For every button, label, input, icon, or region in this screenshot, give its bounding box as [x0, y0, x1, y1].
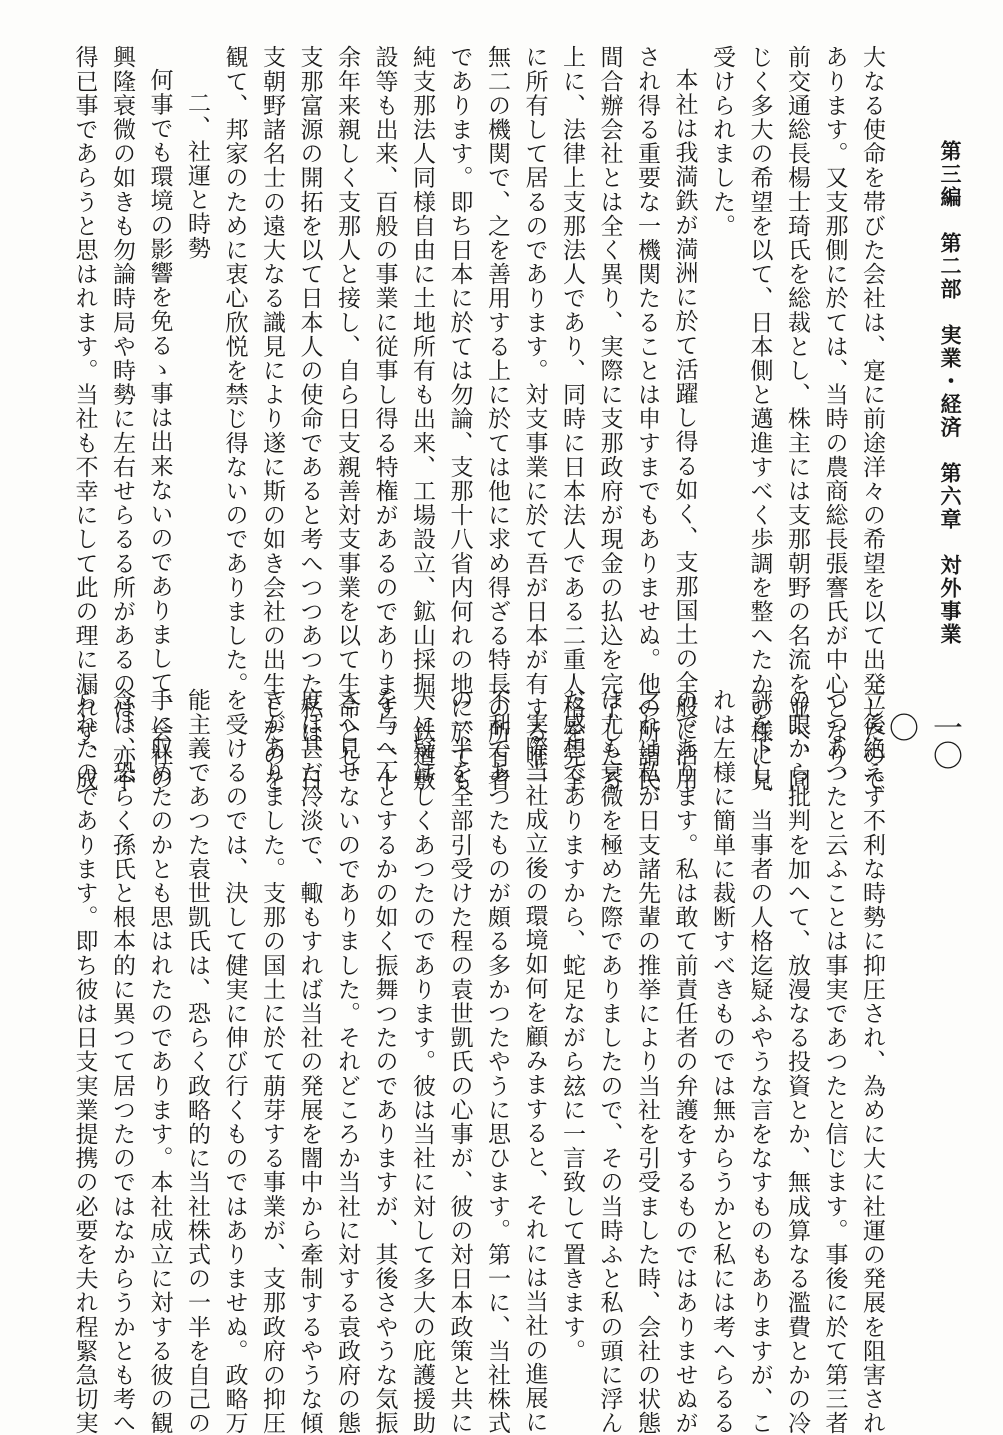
- text-line: 手に収めたのかとも思はれたのであります。本社成立に対する彼の観: [146, 688, 173, 1435]
- text-line: じく多大の希望を以て、日本側と邁進すべく歩調を整へたかの様に見: [746, 45, 773, 793]
- text-line: 大なる使命を帯びた会社は、寔に前途洋々の希望を以て出発したので: [859, 45, 885, 793]
- text-line: の眼から批判を加へて、放漫なる投資とか、無成算なる濫費とかの冷: [784, 688, 810, 1435]
- text-line: 大に疑はしくあつたのであります。彼は当社に対して多大の庇護援助: [409, 688, 435, 1435]
- text-line: に所有して居るのであります。対支事業に於て吾が日本が有する唯一: [521, 45, 548, 793]
- text-line: 能主義であつた袁世凱氏は、恐らく政略的に当社株式の一半を自己の: [184, 688, 210, 1435]
- text-line: きがありました。支那の国土に於て萠芽する事業が、支那政府の抑圧: [259, 688, 285, 1435]
- text-line: であります。即ち日本に於ては勿論、支那十八省内何れの地に於ても: [446, 45, 473, 793]
- text-line: 立後絶えず不利な時勢に抑圧され、為めに大に社運の発展を阻害され: [859, 688, 885, 1435]
- text-line: 度は甚だ冷淡で、輙もすれば当社の発展を闇中から牽制するやうな傾: [296, 688, 323, 1435]
- text-line: 実際当社成立後の環境如何を顧みますると、それには当社の進展に: [521, 711, 548, 1434]
- text-line: 間合辦会社とは全く異り、実際に支那政府が現金の払込を完了したる: [596, 45, 623, 793]
- text-line: 余年来親しく支那人と接し、自ら日支親善対支事業を以て生命とし、: [334, 45, 360, 793]
- text-line: は尤も衰微を極めた際でありましたので、その当時ふと私の頭に浮ん: [596, 688, 623, 1435]
- text-line: 上に、法律上支那法人であり、同時に日本法人である二重人格を完全: [559, 45, 585, 793]
- text-line: を受けるのでは、決して健実に伸び行くものではありませぬ。政略万: [221, 688, 248, 1435]
- text-line: 本社は我満鉄が満洲に於て活躍し得る如く、支那国土の全般に活用: [671, 68, 698, 791]
- text-line: 念は、恐らく孫氏と根本的に異つて居つたのではなからうかとも考へ: [109, 688, 135, 1435]
- text-line: られたのであります。即ち彼は日支実業提携の必要を夫れ程緊急切実: [71, 688, 98, 1435]
- text-line: 支朝野諸名士の遠大なる識見により遂に斯の如き会社の出生したのを: [259, 45, 285, 793]
- page-number: 一〇〇: [883, 712, 962, 768]
- text-line: 支那富源の開拓を以て日本人の使命であると考へつつあつた私は、日: [296, 45, 323, 793]
- text-line: 得已事であらうと思はれます。当社も不幸にして此の理に漏れず、成: [71, 45, 98, 793]
- text-line: 観て、邦家のために衷心欣悦を禁じ得ないのでありました。: [221, 45, 248, 696]
- text-line: 受けられました。: [709, 45, 735, 238]
- lower-text-block: [71, 688, 890, 1435]
- upper-text-block: [71, 45, 890, 793]
- section-heading: 二、社運と時勢: [184, 91, 210, 260]
- text-line: 評を下し、当事者の人格迄疑ふやうな言をなすものもありますが、こ: [746, 688, 773, 1435]
- text-line: を与へんとするかの如く振舞つたのでありますが、其後さやうな気振: [371, 688, 398, 1435]
- text-line: れは左様に簡単に裁断すべきものでは無からうかと私には考へらるる: [709, 688, 735, 1435]
- text-line: 之れは私が日支諸先輩の推挙により当社を引受ました時、会社の状態: [634, 688, 660, 1435]
- text-line: のであります。私は敢て前責任者の弁護をするものではありませぬが: [671, 688, 698, 1435]
- text-line: 不利であつたものが頗る多かつたやうに思ひます。第一に、当社株式: [484, 688, 510, 1435]
- running-header: 第三編 第二部 実業・経済 第六章 対外事業: [938, 140, 963, 646]
- text-line: さへ見せないのでありました。それどころか当社に対する袁政府の態: [334, 688, 360, 1435]
- text-line: 純支那法人同様自由に土地所有も出来、工場設立、鉱山採掘、鉄道敷: [409, 45, 435, 793]
- text-line: 前交通総長楊士琦氏を総裁とし、株主には支那朝野の名流を並べ、同: [784, 45, 810, 793]
- text-line: 興隆衰微の如きも勿論時局や時勢に左右せらるる所があるのは、亦不: [109, 45, 135, 793]
- text-line: 設等も出来、百般の事業に従事し得る特権があるのであります。二十: [371, 45, 398, 793]
- text-line: 無二の機関で、之を善用する上に於ては他に求め得ざる特長の所有者: [484, 45, 510, 793]
- text-line: だ感想でありますから、蛇足ながら玆に一言致して置きます。: [559, 688, 585, 1363]
- text-line: つつあつたと云ふことは事実であつたと信じます。事後に於て第三者: [821, 688, 848, 1435]
- text-line: 何事でも環境の影響を免るゝ事は出来ないのでありまして、会社の: [146, 68, 173, 791]
- text-line: され得る重要な一機関たることは申すまでもありませぬ。他の所謂民: [634, 45, 660, 793]
- text-line: の一半を全部引受けた程の袁世凱氏の心事が、彼の対日本政策と共に: [446, 688, 473, 1435]
- text-line: あります。又支那側に於ては、当時の農商総長張謇氏が中心となり、: [821, 45, 848, 793]
